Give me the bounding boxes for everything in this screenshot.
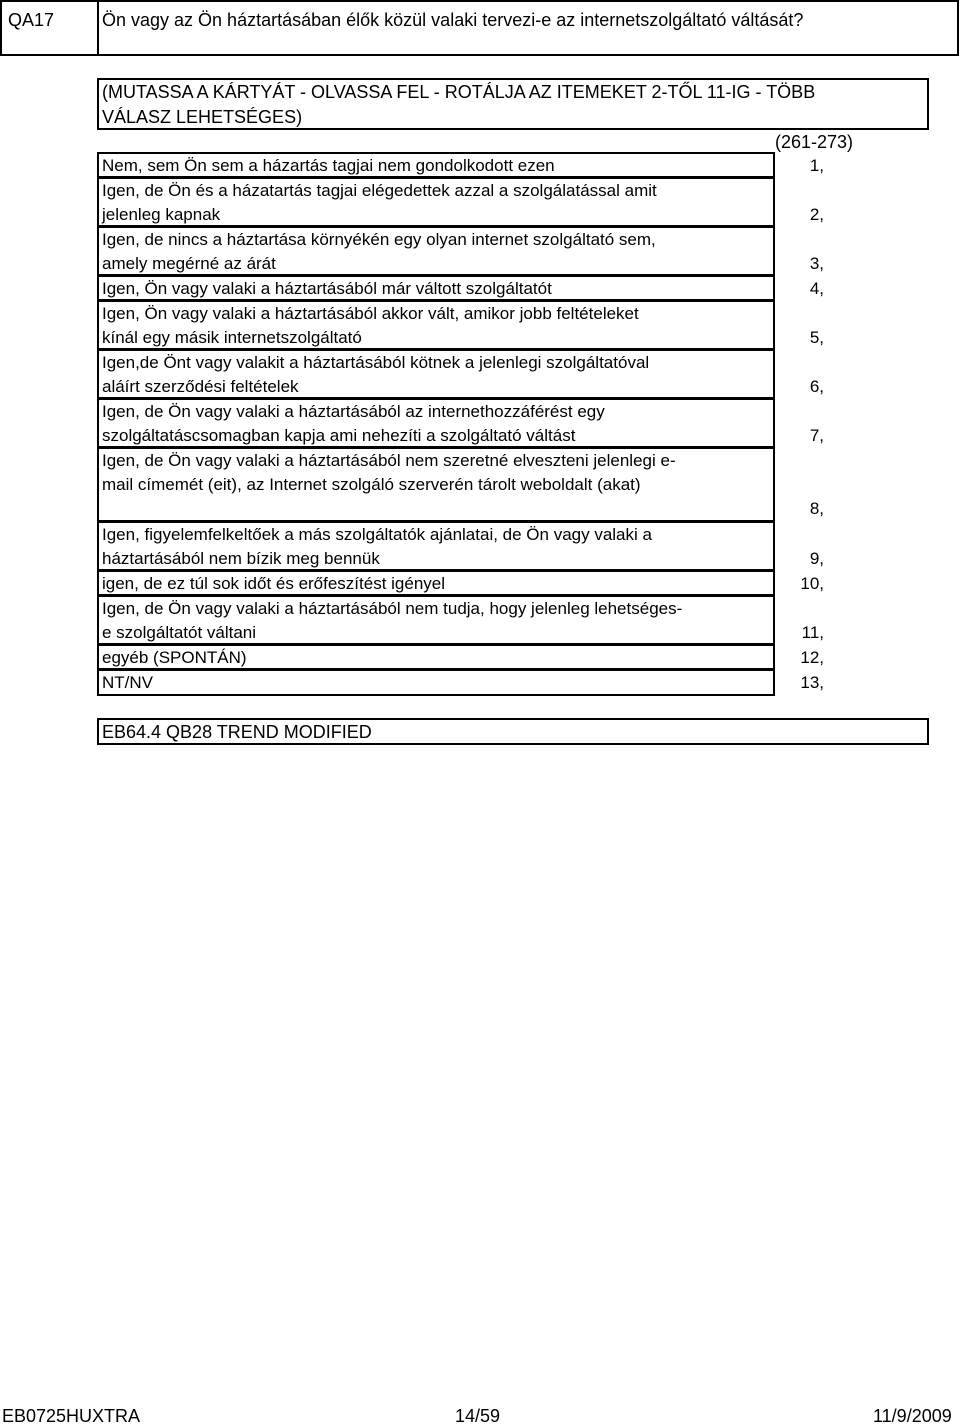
- option-10: [97, 570, 775, 596]
- option-text: NT/NV: [102, 673, 153, 692]
- option-8: [97, 447, 775, 522]
- option-4: [97, 275, 775, 301]
- option-code: 5,: [809, 328, 824, 347]
- option-text: egyéb (SPONTÁN): [102, 648, 247, 667]
- option-text: Nem, sem Ön sem a házartás tagjai nem gondolkodott ezen: [102, 156, 555, 175]
- option-text: igen, de ez túl sok időt és erőfeszítést igényel: [102, 574, 446, 593]
- option-text-line-1: Igen, de Ön vagy valaki a háztartásából az internethozzáférést egy: [102, 402, 605, 421]
- footer-doc-id: EB0725HUXTRA: [2, 1406, 141, 1426]
- option-7: [97, 398, 775, 448]
- option-text-line-1: Igen, figyelemfelkeltőek a más szolgáltatók ajánlatai, de Ön vagy valaki a: [102, 525, 652, 544]
- option-text: Igen, Ön vagy valaki a háztartásából már váltott szolgáltatót: [102, 279, 552, 298]
- option-text-line-2: szolgáltatáscsomagban kapja ami nehezíti a szolgáltató váltást: [102, 426, 576, 445]
- option-1: [97, 152, 775, 178]
- option-12: [97, 644, 775, 670]
- option-text-line-1: Igen, de Ön vagy valaki a háztartásából nem tudja, hogy jelenleg lehetséges-: [102, 599, 683, 618]
- option-13: [97, 669, 775, 696]
- option-text-line-2: jelenleg kapnak: [102, 205, 221, 224]
- option-code: 2,: [809, 205, 824, 224]
- option-code: 1,: [809, 156, 824, 175]
- option-text-line-2: amely megérné az árát: [102, 254, 276, 273]
- option-text-line-1: Igen, Ön vagy valaki a háztartásából akkor vált, amikor jobb feltételeket: [102, 304, 639, 323]
- question-id: QA17: [8, 10, 55, 30]
- question-text: Ön vagy az Ön háztartásában élők közül valaki tervezi-e az internetszolgáltató váltását?: [102, 10, 804, 30]
- option-text-line-2: mail címemét (eit), az Internet szolgáló szerverén tárolt weboldalt (akat): [102, 475, 641, 494]
- option-2: [97, 177, 775, 227]
- question-id-box: [0, 0, 99, 56]
- option-code: 8,: [809, 499, 824, 518]
- option-code: 11,: [801, 623, 824, 642]
- option-text-line-1: Igen,de Önt vagy valakit a háztartásából kötnek a jelenlegi szolgáltatóval: [102, 353, 650, 372]
- option-code: 3,: [809, 254, 824, 273]
- option-text-line-2: e szolgáltatót váltani: [102, 623, 257, 642]
- option-text-line-1: Igen, de Ön és a házatartás tagjai elégedettek azzal a szolgálatással amit: [102, 181, 657, 200]
- option-6: [97, 349, 775, 399]
- option-text-line-2: kínál egy másik internetszolgáltató: [102, 328, 362, 347]
- instruction-line-2: VÁLASZ LEHETSÉGES): [102, 107, 303, 127]
- instruction-box: [97, 78, 929, 130]
- option-code: 4,: [809, 279, 824, 298]
- option-code: 7,: [809, 426, 824, 445]
- trend-text: EB64.4 QB28 TREND MODIFIED: [102, 722, 372, 742]
- option-3: [97, 226, 775, 276]
- option-text-line-2: aláírt szerződési feltételek: [102, 377, 299, 396]
- option-9: [97, 521, 775, 571]
- footer-date: 11/9/2009: [873, 1406, 952, 1426]
- option-text-line-2: háztartásából nem bízik meg bennük: [102, 549, 380, 568]
- trend-box: [97, 718, 929, 745]
- option-code: 13,: [800, 673, 824, 692]
- option-text-line-1: Igen, de nincs a háztartása környékén egy olyan internet szolgáltató sem,: [102, 230, 656, 249]
- option-code: 6,: [809, 377, 824, 396]
- option-code: 12,: [800, 648, 824, 667]
- option-code: 9,: [809, 549, 824, 568]
- instruction-line-1: (MUTASSA A KÁRTYÁT - OLVASSA FEL - ROTÁLJA AZ ITEMEKET 2-TŐL 11-IG - TÖBB: [102, 82, 816, 102]
- option-5: [97, 300, 775, 350]
- question-text-box: [97, 0, 959, 56]
- option-text-line-1: Igen, de Ön vagy valaki a háztartásából nem szeretné elveszteni jelenlegi e-: [102, 451, 676, 470]
- option-11: [97, 595, 775, 645]
- footer-page-number: 14/59: [455, 1406, 501, 1426]
- option-code: 10,: [800, 574, 824, 593]
- column-range: (261-273): [775, 132, 854, 152]
